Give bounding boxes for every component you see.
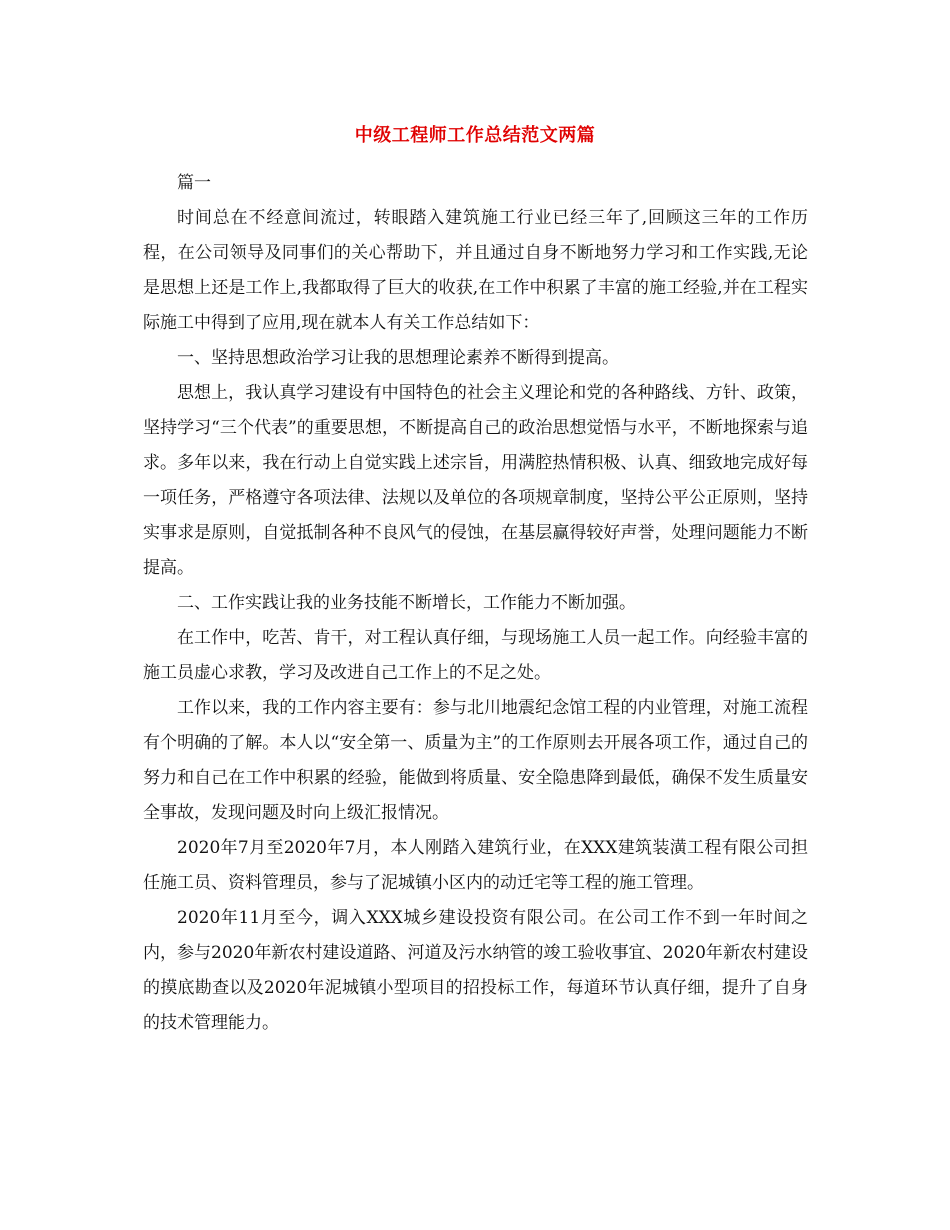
paragraph-work-attitude: 在工作中，吃苦、肯干，对工程认真仔细，与现场施工人员一起工作。向经验丰富的施工员虚心求教，学习及改进自己工作上的不足之处。: [143, 628, 808, 683]
paragraph-heading-part-one: 篇一: [177, 173, 211, 193]
section-heading-1: 一、坚持思想政治学习让我的思想理论素养不断得到提高。: [177, 348, 619, 368]
document-title: 中级工程师工作总结范文两篇: [354, 125, 596, 146]
paragraph-experience-2: 2020年11月至今，调入XXX城乡建设投资有限公司。在公司工作不到一年时间之内，参与2020年新农村建设道路、河道及污水纳管的竣工验收事宜、2020年新农村建设的摸底勘查以及2020年泥城镇小型项目的招投标工作，每道环节认真仔细，提升了自身的技术管理能力。: [143, 908, 808, 1033]
document-body: [143, 166, 808, 1041]
paragraph-thought: 思想上，我认真学习建设有中国特色的社会主义理论和党的各种路线、方针、政策，坚持学习“三个代表”的重要思想，不断提高自己的政治思想觉悟与水平，不断地探索与追求。多年以来，我在行动上自觉实践上述宗旨，用满腔热情积极、认真、细致地完成好每一项任务，严格遵守各项法律、法规以及单位的各项规章制度，坚持公平公正原则，坚持实事求是原则，自觉抵制各种不良风气的侵蚀，在基层赢得较好声誉，处理问题能力不断提高。: [143, 383, 808, 578]
paragraph-experience-1: 2020年7月至2020年7月，本人刚踏入建筑行业，在XXX建筑装潢工程有限公司担任施工员、资料管理员，参与了泥城镇小区内的动迁宅等工程的施工管理。: [143, 838, 808, 893]
section-heading-2: 二、工作实践让我的业务技能不断增长，工作能力不断加强。: [177, 593, 636, 613]
paragraph-work-content: 工作以来，我的工作内容主要有：参与北川地震纪念馆工程的内业管理，对施工流程有个明确的了解。本人以“安全第一、质量为主”的工作原则去开展各项工作，通过自己的努力和自己在工作中积累的经验，能做到将质量、安全隐患降到最低，确保不发生质量安全事故，发现问题及时向上级汇报情况。: [143, 698, 808, 823]
paragraph-intro: 时间总在不经意间流过，转眼踏入建筑施工行业已经三年了,回顾这三年的工作历程，在公司领导及同事们的关心帮助下，并且通过自身不断地努力学习和工作实践,无论是思想上还是工作上,我都取得了巨大的收获,在工作中积累了丰富的施工经验,并在工程实际施工中得到了应用,现在就本人有关工作总结如下：: [143, 208, 808, 333]
